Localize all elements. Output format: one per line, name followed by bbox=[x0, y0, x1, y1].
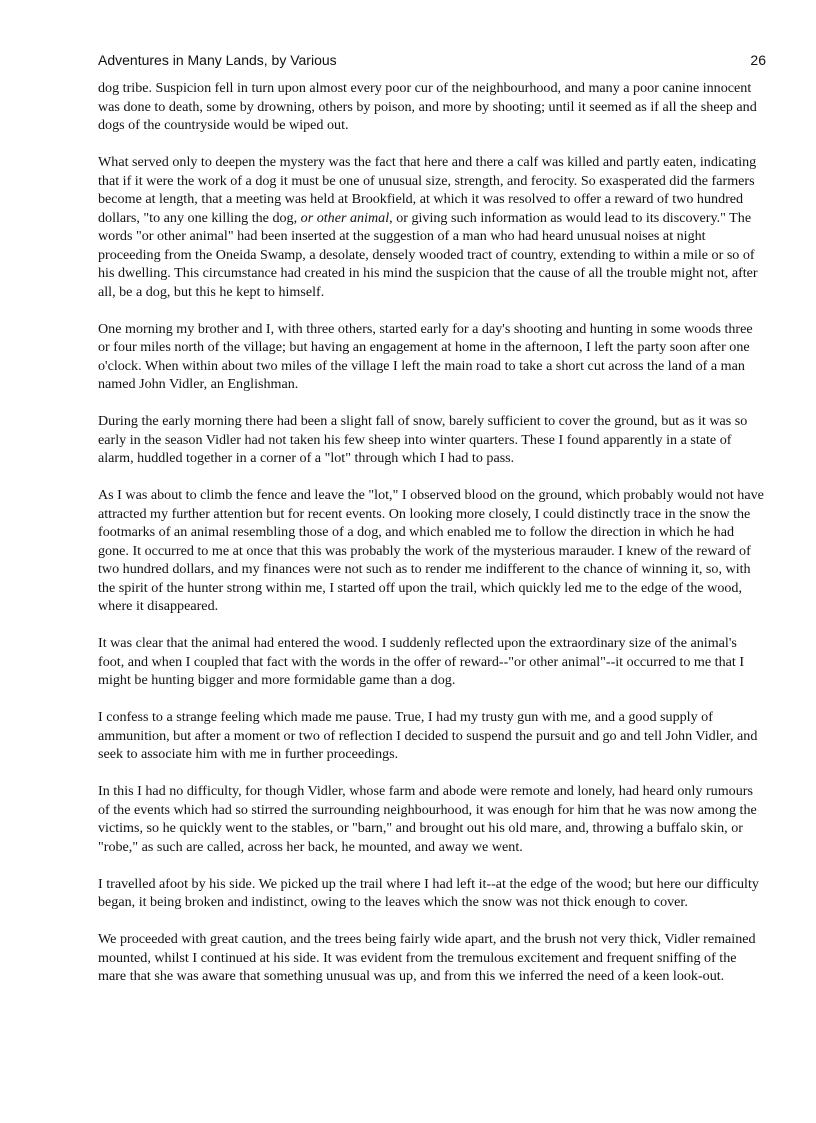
paragraph-4: During the early morning there had been a slight fall of snow, barely sufficient to cover the ground, but as it was so early in the season Vidler had not taken his few sheep into winter quarters. These I found apparently in a state of alarm, huddled together in a corner of a "lot" through which I had to pass. bbox=[98, 413, 748, 466]
paragraph-2-part-1: What served only to deepen the mystery was the fact that here and there a calf was killed and partly eaten, indicating that if it were the work of a dog it must be one of unusual size, strength, and ferocity. So exasperated did the farmers become at length, that a meeting was held at Brookfield, at which it was resolved to offer a reward of two hundred dollars, "to any one killing the dog, bbox=[98, 154, 757, 226]
paragraph-7: I confess to a strange feeling which made me pause. True, I had my trusty gun with me, and a good supply of ammunition, but after a moment or two of reflection I decided to suspend the pursuit and go and tell John Vidler, and seek to associate him with me in further proceedings. bbox=[98, 709, 758, 762]
paragraph-6: It was clear that the animal had entered the wood. I suddenly reflected upon the extraordinary size of the animal's foot, and when I coupled that fact with the words in the offer of reward--"or other animal"--it occurred to me that I might be hunting bigger and more formidable game than a dog. bbox=[98, 635, 745, 688]
paragraph-2-part-2: , or giving such information as would lead to its discovery." The words "or other animal" had been inserted at the suggestion of a man who had heard unusual noises at night proceeding from the Oneida Swamp, a desolate, densely wooded tract of country, extending to within a mile or so of his dwelling. This circumstance had created in his mind the suspicion that the cause of all the trouble might not, after all, be a dog, but this he kept to himself. bbox=[98, 209, 758, 300]
body-text bbox=[98, 79, 766, 1004]
paragraph-2 bbox=[98, 153, 766, 301]
page-number: 26 bbox=[750, 52, 766, 68]
paragraph-1: dog tribe. Suspicion fell in turn upon almost every poor cur of the neighbourhood, and many a poor canine innocent was done to death, some by drowning, others by poison, and more by shooting; until it seemed as if all the sheep and dogs of the countryside would be wiped out. bbox=[98, 80, 757, 133]
paragraph-10: We proceeded with great caution, and the trees being fairly wide apart, and the brush not very thick, Vidler remained mounted, whilst I continued at his side. It was evident from the tremulous excitement and frequent sniffing of the mare that she was aware that something unusual was up, and from this we inferred the need of a keen look-out. bbox=[98, 931, 756, 984]
paragraph-5: As I was about to climb the fence and leave the "lot," I observed blood on the ground, which probably would not have attracted my further attention but for recent events. On looking more closely, I could distinctly trace in the snow the footmarks of an animal resembling those of a dog, and which enabled me to follow the direction in which he had gone. It occurred to me at once that this was probably the work of the mysterious marauder. I knew of the reward of two hundred dollars, and my finances were not such as to render me indifferent to the chance of winning it, so, with the spirit of the hunter strong within me, I started off upon the trail, which quickly led me to the edge of the wood, where it disappeared. bbox=[98, 487, 764, 614]
paragraph-3: One morning my brother and I, with three others, started early for a day's shooting and hunting in some woods three or four miles north of the village; but having an engagement at home in the afternoon, I left the party soon after one o'clock. When within about two miles of the village I left the main road to take a short cut across the land of a man named John Vidler, an Englishman. bbox=[98, 320, 753, 392]
paragraph-8: In this I had no difficulty, for though Vidler, whose farm and abode were remote and lonely, had heard only rumours of the events which had so stirred the surrounding neighbourhood, it was enough for him that he was now among the victims, so he quickly went to the stables, or "barn," and brought out his old mare, and, throwing a buffalo skin, or "robe," as such are called, across her back, he mounted, and away we went. bbox=[98, 783, 757, 855]
paragraph-2-italic-phrase: or other animal bbox=[300, 209, 390, 226]
paragraph-9: I travelled afoot by his side. We picked up the trail where I had left it--at the edge of the wood; but here our difficulty began, it being broken and indistinct, owing to the leaves which the snow was not thick enough to cover. bbox=[98, 875, 759, 910]
book-title: Adventures in Many Lands, by Various bbox=[98, 52, 337, 68]
page-header bbox=[98, 52, 766, 72]
